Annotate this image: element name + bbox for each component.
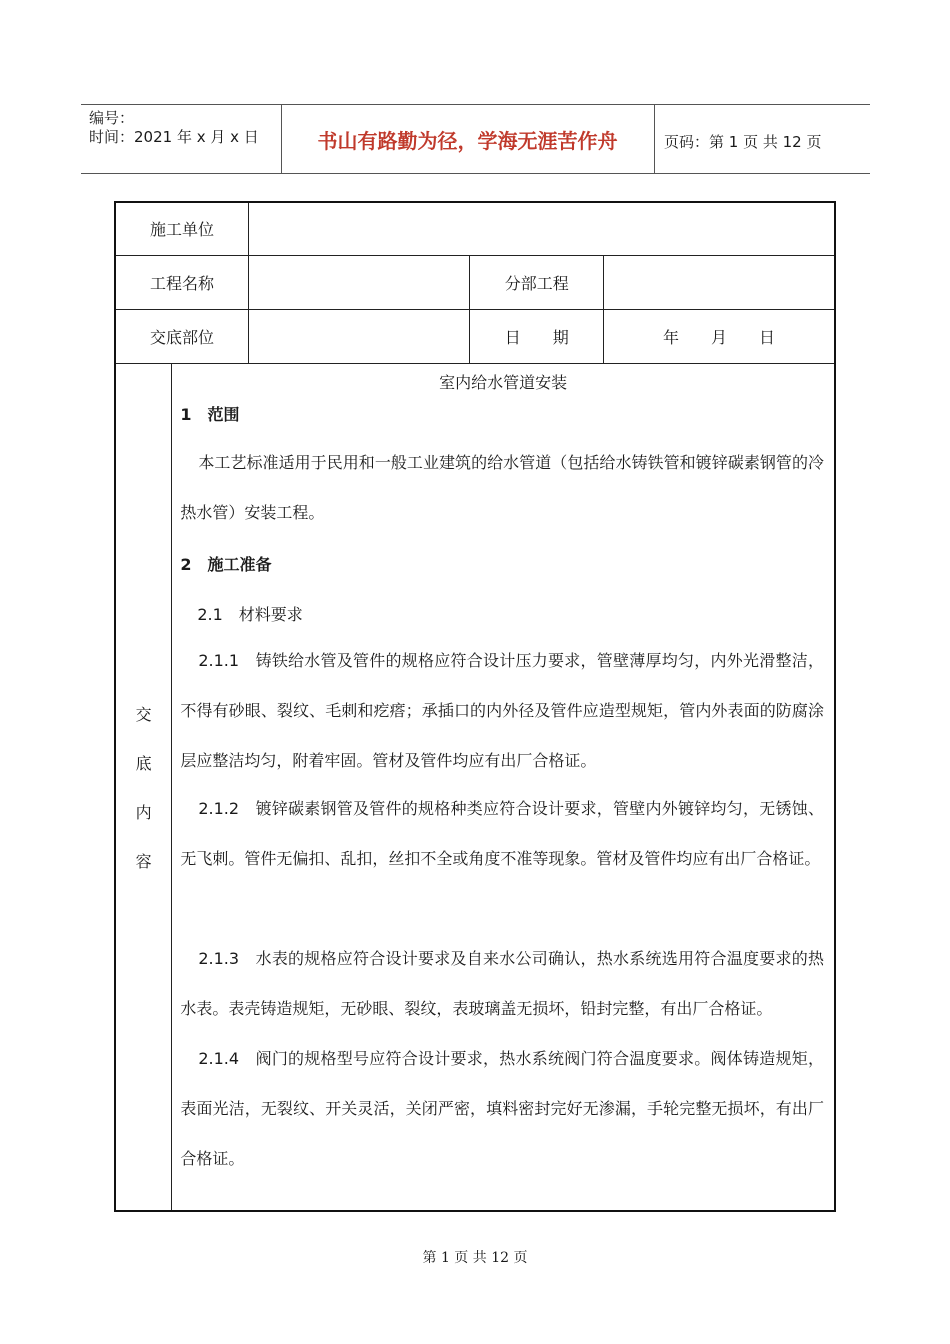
project-label: 工程名称 <box>115 255 249 309</box>
header-page-info: 页码：第 1 页 共 12 页 <box>664 133 822 151</box>
content-body <box>172 363 835 1211</box>
form-row-project <box>115 255 835 309</box>
unit-label: 施工单位 <box>115 202 249 255</box>
section-2-1-heading: 2.1 材料要求 <box>197 604 303 624</box>
section-1-text: 本工艺标准适用于民用和一般工业建筑的给水管道（包括给水铸铁管和镀锌碳素钢管的冷热水管）安装工程。 <box>180 452 824 522</box>
page-footer: 第 1 页 共 12 页 <box>422 1250 528 1266</box>
date-value: 年 月 日 <box>604 309 835 363</box>
project-value <box>249 255 470 309</box>
sub-project-value <box>604 255 835 309</box>
paragraph-2-1-1: 2.1.1 铸铁给水管及管件的规格应符合设计压力要求，管壁薄厚均匀，内外光滑整洁，不得有砂眼、裂纹、毛刺和疙瘩；承插口的内外径及管件应造型规矩，管内外表面的防腐涂层应整洁均匀，附着牢固。管材及管件均应有出厂合格证。 <box>180 650 824 770</box>
unit-value <box>249 202 835 255</box>
form-row-unit <box>115 202 835 255</box>
header-motto: 书山有路勤为径，学海无涯苦作舟 <box>317 129 618 153</box>
paragraph-2-1-2: 2.1.2 镀锌碳素钢管及管件的规格种类应符合设计要求，管壁内外镀锌均匀，无锈蚀、无飞刺。管件无偏扣、乱扣，丝扣不全或角度不准等现象。管材及管件均应有出厂合格证。 <box>180 798 824 868</box>
paragraph-2-1-4: 2.1.4 阀门的规格型号应符合设计要求，热水系统阀门符合温度要求。阀体铸造规矩，表面光洁，无裂纹、开关灵活，关闭严密，填料密封完好无渗漏，手轮完整无损坏，有出厂合格证。 <box>180 1048 824 1168</box>
sub-project-label: 分部工程 <box>470 255 604 309</box>
content-label: 交 底 内 容 <box>115 363 172 1211</box>
part-label: 交底部位 <box>115 309 249 363</box>
document-time: 时间：2021 年 x 月 x 日 <box>89 128 259 146</box>
header-divider <box>654 105 655 173</box>
content-title: 室内给水管道安装 <box>439 372 568 392</box>
header-meta <box>89 109 259 147</box>
page-header <box>81 104 870 174</box>
disclosure-form-table <box>114 201 836 1212</box>
document-number: 编号： <box>89 109 135 127</box>
form-row-content <box>115 363 835 1211</box>
part-value <box>249 309 470 363</box>
form-row-part <box>115 309 835 363</box>
section-1-heading: 1 范围 <box>180 404 240 424</box>
date-label: 日 期 <box>470 309 604 363</box>
paragraph-2-1-3: 2.1.3 水表的规格应符合设计要求及自来水公司确认，热水系统选用符合温度要求的热水表。表壳铸造规矩，无砂眼、裂纹，表玻璃盖无损坏，铅封完整，有出厂合格证。 <box>180 948 824 1018</box>
section-2-heading: 2 施工准备 <box>180 554 272 574</box>
